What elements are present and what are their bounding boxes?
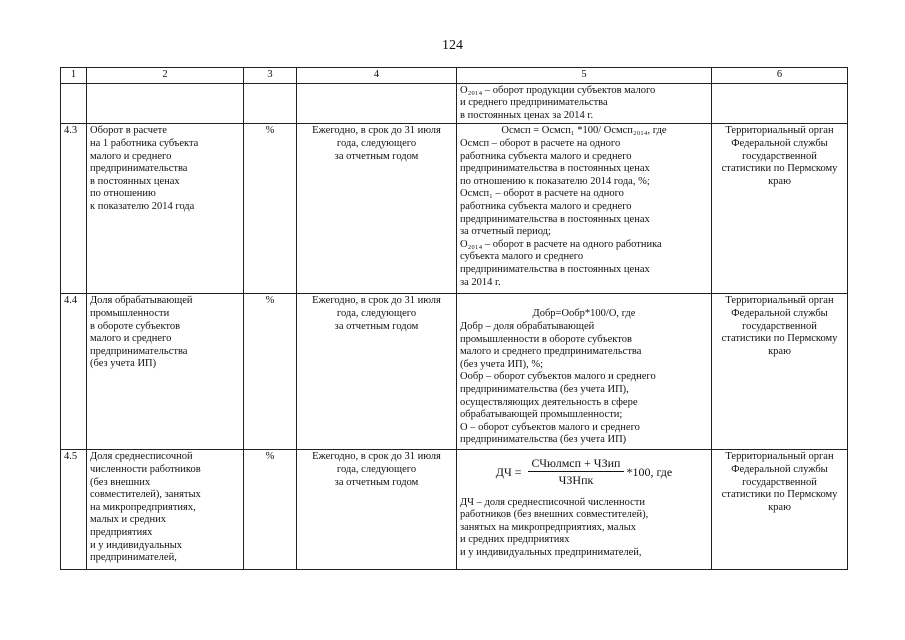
method-cell: ДЧ = $\frac{\text{СЧюлмсп + ЧЗип}}{\text{ЧЗНпк}}$ *100, где ДЧ – доля среднесписочной численности работников (без внешних совместителей), занятых на микропредприятиях, малых и средних предприятиях и у индивидуальных предпринимателей, [457, 450, 712, 570]
indicator-name: Оборот в расчете на 1 работника субъекта малого и среднего предпринимательства в постоянных ценах по отношению к показателю 2014 года [87, 124, 244, 294]
header-cell: 6 [712, 68, 848, 84]
method-cell: Осмсп = Осмсп₁ *100/ Осмсп₂₀₁₄, где Осмсп – оборот в расчете на одного работника субъекта малого и среднего предпринимательства в постоянных ценах по отношению к показателю 2014 года, %; Осмсп₁ – оборот в расчете на одного работника субъекта малого и среднего предпринимательства в постоянных ценах за отчетный период; О₂₀₁₄ – оборот в расчете на одного работника субъекта малого и среднего предпринимательства в постоянных ценах за 2014 г. [457, 124, 712, 294]
period: Ежегодно, в срок до 31 июля года, следующего за отчетным годом [297, 450, 457, 570]
table-row-continuation [61, 83, 848, 124]
header-row [61, 68, 848, 84]
data-source: Территориальный орган Федеральной службы государственной статистики по Пермскому краю [712, 450, 848, 570]
formula: ДЧ = $\frac{\text{СЧюлмсп + ЧЗип}}{\text{ЧЗНпк}}$ *100, где [495, 456, 673, 487]
data-source: Территориальный орган Федеральной службы государственной статистики по Пермскому краю [712, 294, 848, 450]
denominator: ЧЗНпк [558, 472, 594, 487]
period: Ежегодно, в срок до 31 июля года, следующего за отчетным годом [297, 294, 457, 450]
indicator-name: Доля среднесписочной численности работников (без внешних совместителей), занятых на микропредприятиях, малых и средних предприятиях и у индивидуальных предпринимателей, [87, 450, 244, 570]
header-cell: 4 [297, 68, 457, 84]
fraction [528, 457, 625, 486]
header-cell: 3 [244, 68, 297, 84]
data-source: Территориальный орган Федеральной службы государственной статистики по Пермскому краю [712, 124, 848, 294]
unit: % [244, 124, 297, 294]
numerator: СЧюлмсп + ЧЗип [528, 457, 625, 472]
table-row [61, 294, 848, 450]
header-cell: 1 [61, 68, 87, 84]
row-number: 4.5 [61, 450, 87, 570]
row-number: 4.4 [61, 294, 87, 450]
text-line: О₂₀₁₄ – оборот продукции субъектов малого [460, 84, 656, 96]
unit: % [244, 450, 297, 570]
header-cell: 5 [457, 68, 712, 84]
period: Ежегодно, в срок до 31 июля года, следующего за отчетным годом [297, 124, 457, 294]
unit: % [244, 294, 297, 450]
page-number: 124 [442, 38, 463, 53]
formula: Добр=Ообр*100/О, где [532, 308, 636, 320]
method-cell: Добр=Ообр*100/О, где Добр – доля обрабатывающей промышленности в обороте субъектов малого и среднего предпринимательства (без учета ИП), %; Ообр – оборот субъектов малого и среднего предпринимательства (без учета ИП), осуществляющих деятельность в сфере обрабатывающей промышленности; О – оборот субъектов малого и среднего предпринимательства (без учета ИП) [457, 294, 712, 450]
table-row [61, 124, 848, 294]
table-row [61, 450, 848, 570]
indicator-table [60, 67, 848, 570]
method-cell [457, 83, 712, 124]
indicator-name: Доля обрабатывающей промышленности в обороте субъектов малого и среднего предпринимательства (без учета ИП) [87, 294, 244, 450]
header-cell: 2 [87, 68, 244, 84]
row-number: 4.3 [61, 124, 87, 294]
text-line: и среднего предпринимательства [460, 97, 608, 109]
formula: Осмсп = Осмсп₁ *100/ Осмсп₂₀₁₄, где [501, 125, 667, 137]
text-line: в постоянных ценах за 2014 г. [460, 109, 594, 121]
